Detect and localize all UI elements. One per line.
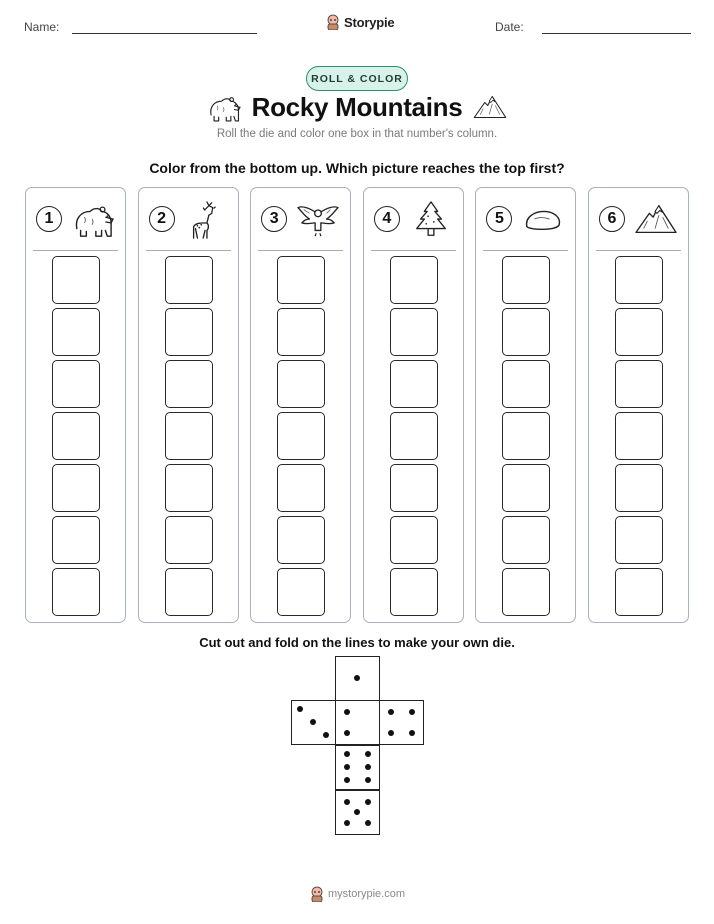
color-box[interactable] xyxy=(390,256,438,304)
column-divider xyxy=(33,250,118,251)
die-pip xyxy=(388,709,394,715)
column-number: 6 xyxy=(599,206,625,232)
die-pip xyxy=(365,799,371,805)
color-box[interactable] xyxy=(615,464,663,512)
color-box[interactable] xyxy=(390,464,438,512)
color-box[interactable] xyxy=(502,568,550,616)
column-5 xyxy=(475,187,576,623)
name-line[interactable] xyxy=(72,33,257,34)
date-line[interactable] xyxy=(542,33,691,34)
die-pip xyxy=(344,764,350,770)
title-mountain-icon xyxy=(472,92,508,122)
name-label: Name: xyxy=(24,20,60,34)
color-box[interactable] xyxy=(277,256,325,304)
color-box[interactable] xyxy=(615,516,663,564)
color-box[interactable] xyxy=(52,256,100,304)
deer-icon xyxy=(183,200,229,240)
die-face-1 xyxy=(335,656,380,701)
color-box[interactable] xyxy=(277,412,325,460)
die-pip xyxy=(344,730,350,736)
column-number: 4 xyxy=(374,206,400,232)
column-3 xyxy=(250,187,351,623)
instruction: Color from the bottom up. Which picture reaches the top first? xyxy=(149,160,565,176)
die-face-4 xyxy=(379,700,424,745)
brand-logo xyxy=(326,14,394,30)
die-pip xyxy=(310,719,316,725)
color-box[interactable] xyxy=(52,516,100,564)
page-title: Rocky Mountains xyxy=(251,92,463,122)
color-box[interactable] xyxy=(165,360,213,408)
color-box[interactable] xyxy=(165,412,213,460)
color-box[interactable] xyxy=(615,360,663,408)
eagle-icon xyxy=(295,200,341,240)
column-divider xyxy=(596,250,681,251)
color-box[interactable] xyxy=(615,256,663,304)
color-box[interactable] xyxy=(52,412,100,460)
die-pip xyxy=(344,820,350,826)
color-box[interactable] xyxy=(502,256,550,304)
rock-icon xyxy=(520,200,566,240)
die-pip xyxy=(344,709,350,715)
die-face-2 xyxy=(335,700,380,745)
die-pip xyxy=(344,777,350,783)
color-box[interactable] xyxy=(165,308,213,356)
brand-name: Storypie xyxy=(344,14,395,30)
color-box[interactable] xyxy=(390,568,438,616)
title-bear-icon xyxy=(206,92,242,124)
color-box[interactable] xyxy=(615,412,663,460)
footer-url[interactable]: mystorypie.com xyxy=(328,888,406,900)
color-box[interactable] xyxy=(390,308,438,356)
die-pip xyxy=(388,730,394,736)
footer-mascot-icon xyxy=(310,886,324,902)
die-pip xyxy=(323,732,329,738)
die-pip xyxy=(354,675,360,681)
column-divider xyxy=(371,250,456,251)
die-pip xyxy=(365,777,371,783)
color-box[interactable] xyxy=(165,464,213,512)
die-face-3 xyxy=(291,700,336,745)
color-box[interactable] xyxy=(390,516,438,564)
die-instruction: Cut out and fold on the lines to make your own die. xyxy=(199,635,515,650)
mountain-icon xyxy=(633,200,679,240)
color-box[interactable] xyxy=(277,464,325,512)
die-face-6 xyxy=(335,745,380,790)
color-box[interactable] xyxy=(52,360,100,408)
color-box[interactable] xyxy=(277,360,325,408)
column-number: 5 xyxy=(486,206,512,232)
die-pip xyxy=(354,809,360,815)
die-pip xyxy=(409,709,415,715)
color-box[interactable] xyxy=(502,360,550,408)
color-box[interactable] xyxy=(502,308,550,356)
color-box[interactable] xyxy=(502,516,550,564)
column-2 xyxy=(138,187,239,623)
column-6 xyxy=(588,187,689,623)
storypie-mascot-icon xyxy=(326,14,340,30)
color-box[interactable] xyxy=(277,308,325,356)
color-box[interactable] xyxy=(277,568,325,616)
pine-tree-icon xyxy=(408,200,454,240)
color-box[interactable] xyxy=(52,568,100,616)
column-number: 2 xyxy=(149,206,175,232)
color-box[interactable] xyxy=(52,308,100,356)
die-pip xyxy=(297,706,303,712)
die-pip xyxy=(409,730,415,736)
column-4 xyxy=(363,187,464,623)
die-pip xyxy=(344,799,350,805)
die-pip xyxy=(365,751,371,757)
bear-icon xyxy=(70,200,116,240)
date-label: Date: xyxy=(495,20,524,34)
activity-badge: ROLL & COLOR xyxy=(306,66,408,91)
footer xyxy=(310,886,405,902)
color-box[interactable] xyxy=(390,360,438,408)
die-pip xyxy=(365,820,371,826)
subtitle: Roll the die and color one box in that number's column. xyxy=(216,128,498,140)
color-box[interactable] xyxy=(615,308,663,356)
color-box[interactable] xyxy=(390,412,438,460)
color-box[interactable] xyxy=(52,464,100,512)
column-number: 3 xyxy=(261,206,287,232)
color-box[interactable] xyxy=(165,256,213,304)
column-1 xyxy=(25,187,126,623)
color-box[interactable] xyxy=(615,568,663,616)
die-pip xyxy=(344,751,350,757)
die-pip xyxy=(365,764,371,770)
color-box[interactable] xyxy=(277,516,325,564)
column-divider xyxy=(146,250,231,251)
die-face-5 xyxy=(335,790,380,835)
color-box[interactable] xyxy=(165,568,213,616)
column-number: 1 xyxy=(36,206,62,232)
column-divider xyxy=(483,250,568,251)
color-box[interactable] xyxy=(165,516,213,564)
column-divider xyxy=(258,250,343,251)
color-box[interactable] xyxy=(502,464,550,512)
color-box[interactable] xyxy=(502,412,550,460)
